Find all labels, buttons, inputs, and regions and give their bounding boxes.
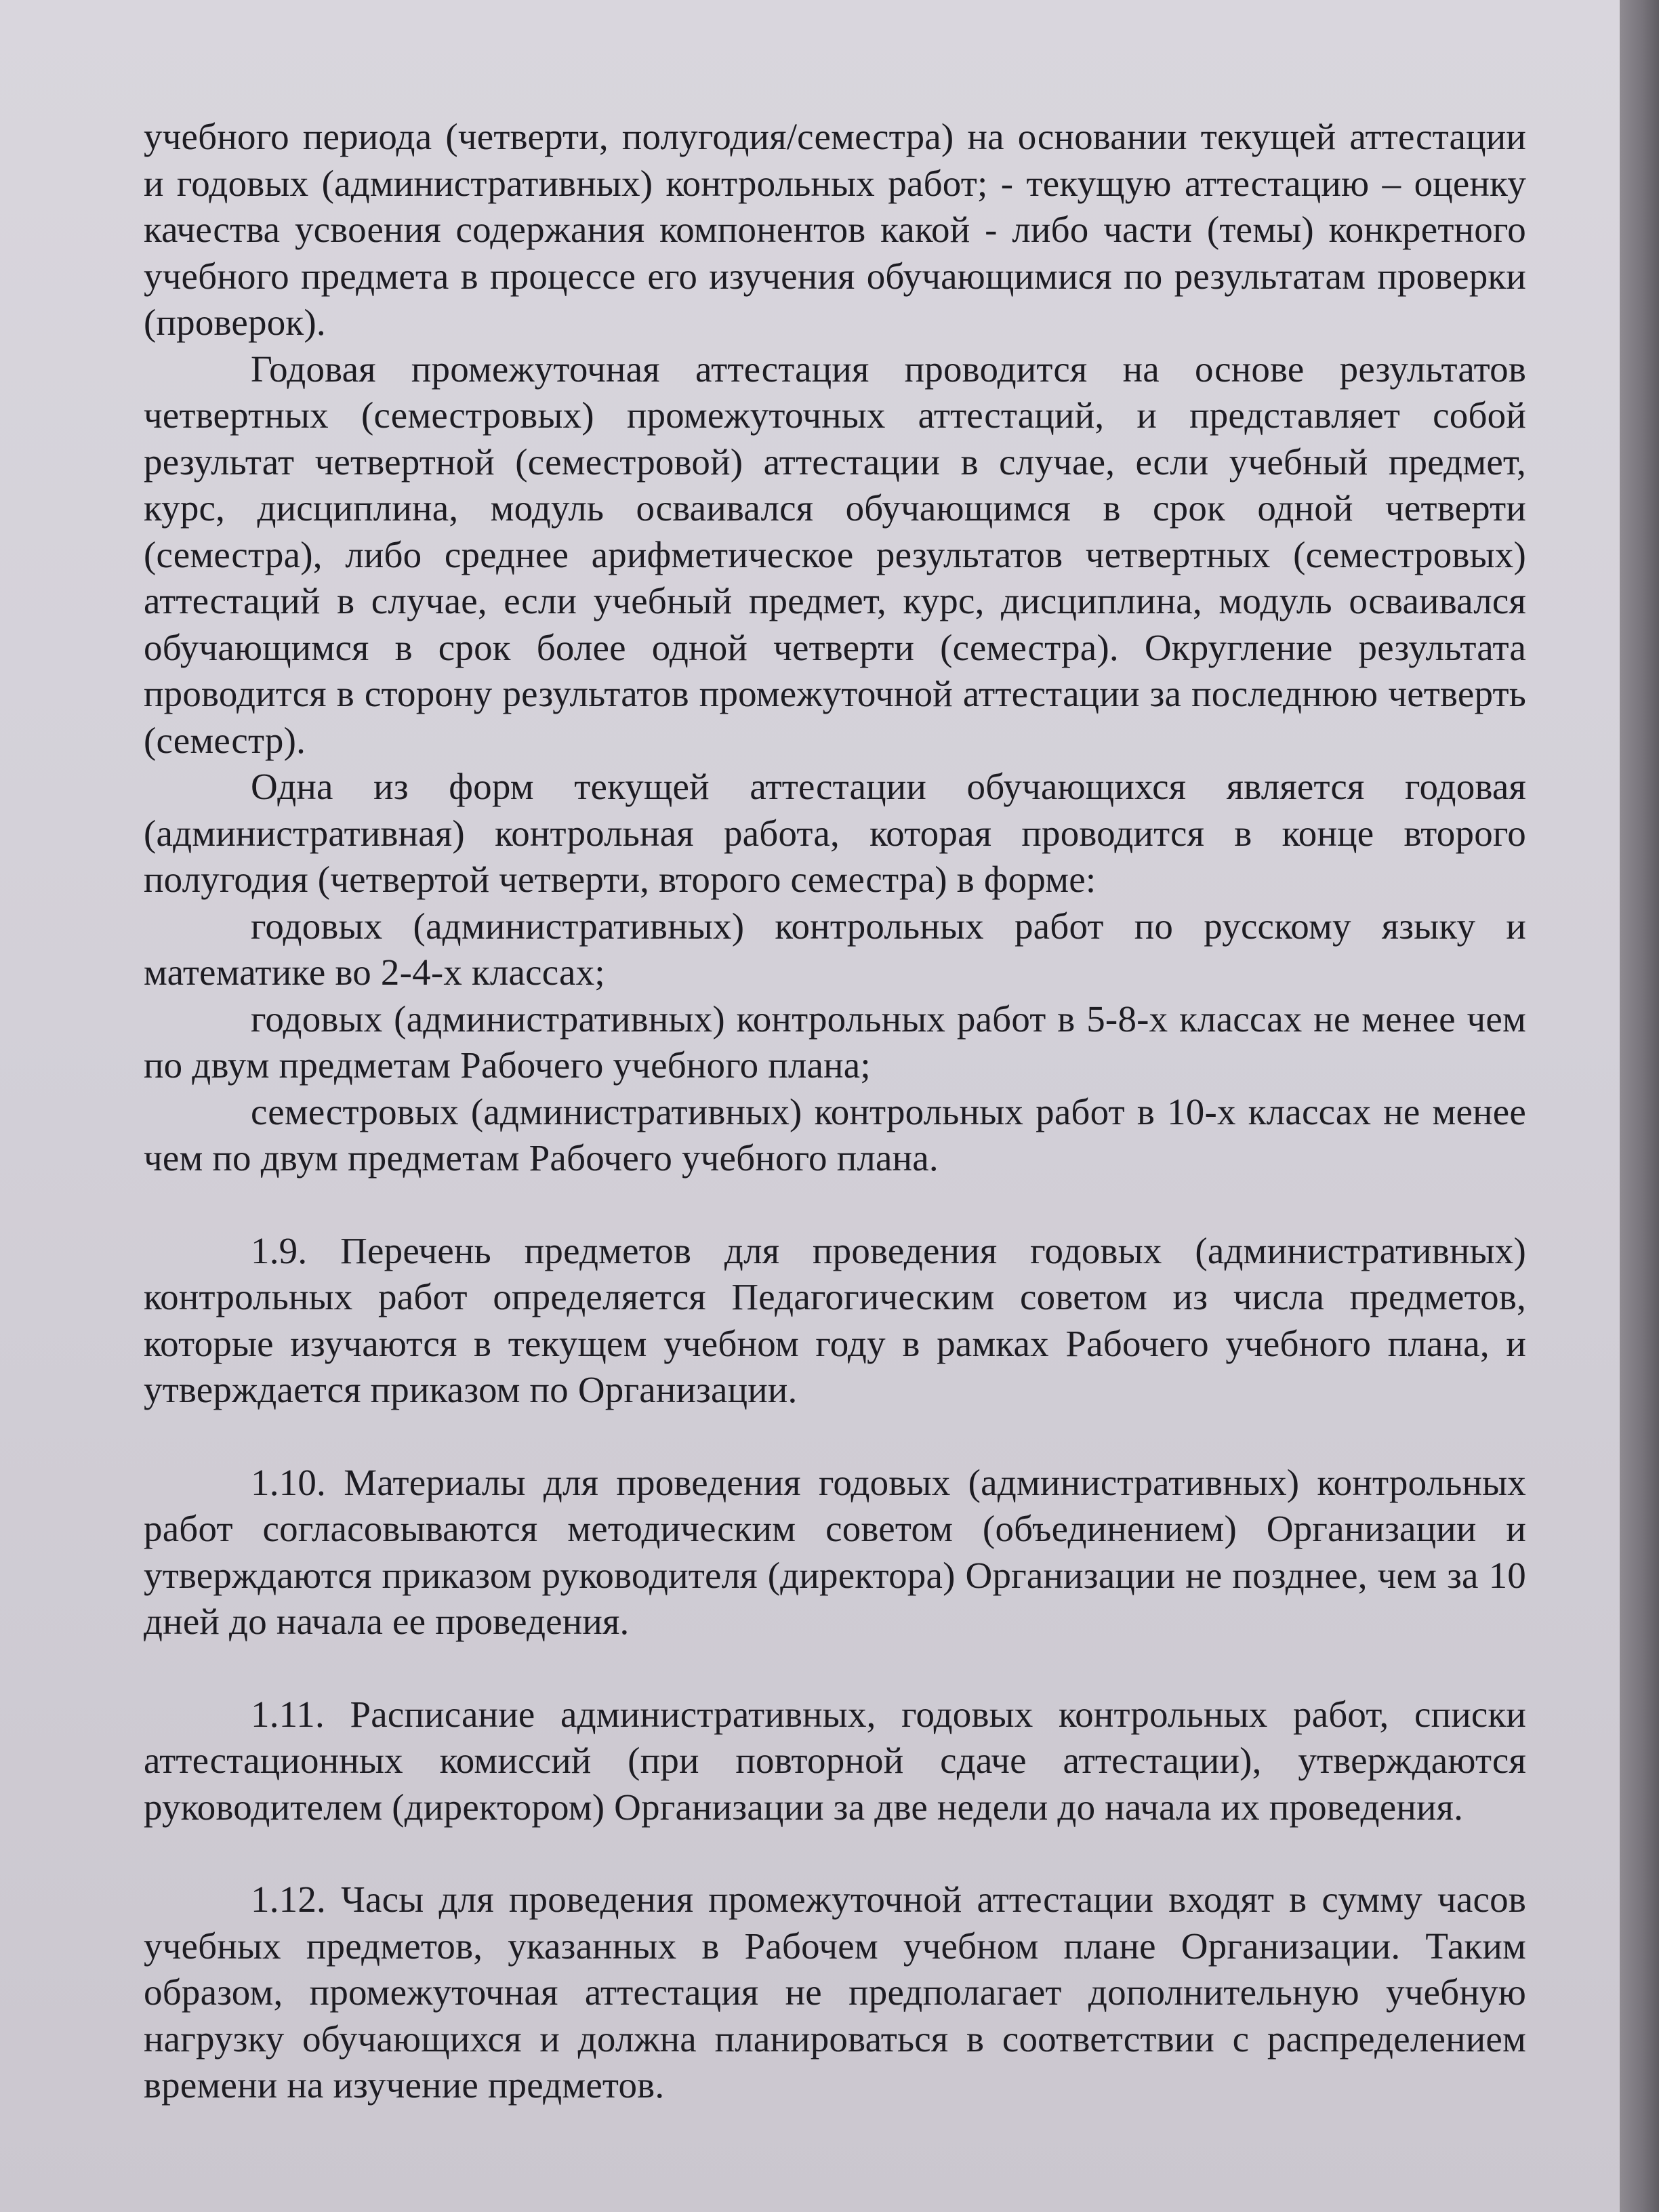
list-item-grade-10: семестровых (административных) контрольных работ в 10-х классах не менее чем по двум предметам Рабочего учебного плана. bbox=[144, 1090, 1526, 1179]
section-number: 1.12. bbox=[251, 1879, 326, 1920]
paragraph-annual-attestation: Годовая промежуточная аттестация проводится на основе результатов четвертных (семестровых) промежуточных аттестаций, и представляет собой результат четвертной (семестровой) аттестации в случае, если учебный предмет, курс, дисциплина, модуль осваивался обучающимся в срок одной четверти (семестра), либо среднее арифметическое результатов четвертных (семестровых) аттестаций в случае, если учебный предмет, курс, дисциплина, модуль осваивался обучающимся в срок более одной четверти (семестра). Округление результата проводится в сторону результатов промежуточной аттестации за последнюю четверть (семестр). bbox=[144, 348, 1526, 761]
list-item-grades-5-8: годовых (административных) контрольных работ в 5-8-х классах не менее чем по двум предметам Рабочего учебного плана; bbox=[144, 998, 1526, 1086]
section-number: 1.9. bbox=[251, 1229, 308, 1271]
list-item-grades-2-4: годовых (административных) контрольных работ по русскому языку и математике во 2-4-х классах; bbox=[144, 905, 1526, 993]
section-1-11 bbox=[144, 1692, 1526, 1831]
paragraph-forms-of-current-attestation: Одна из форм текущей аттестации обучающихся является годовая (административная) контрольная работа, которая проводится в конце второго полугодия (четвертой четверти, второго семестра) в форме: bbox=[144, 766, 1526, 900]
section-text: Часы для проведения промежуточной аттестации входят в сумму часов учебных предметов, указанных в Рабочем учебном плане Организации. Таким образом, промежуточная аттестация не предполагает дополнительную учебную нагрузку обучающихся и должна планироваться в соответствии с распределением времени на изучение предметов. bbox=[144, 1879, 1527, 2106]
section-1-12 bbox=[144, 1877, 1526, 2109]
section-number: 1.11. bbox=[251, 1693, 325, 1735]
section-text: Расписание административных, годовых контрольных работ, списки аттестационных комиссий (при повторной сдаче аттестации), утверждаются руководителем (директором) Организации за две недели до начала их проведения. bbox=[144, 1693, 1526, 1828]
section-number: 1.10. bbox=[251, 1461, 326, 1503]
paragraph-intro-continuation: учебного периода (четверти, полугодия/семестра) на основании текущей аттестации и годовых (административных) контрольных работ; - текущую аттестацию – оценку качества усвоения содержания компонентов какой - либо части (темы) конкретного учебного предмета в процессе его изучения обучающимися по результатам проверки (проверок). bbox=[144, 116, 1526, 343]
section-1-10 bbox=[144, 1460, 1526, 1645]
document-body bbox=[144, 114, 1526, 2109]
section-text: Перечень предметов для проведения годовых (административных) контрольных работ определяется Педагогическим советом из числа предметов, которые изучаются в текущем учебном году в рамках Рабочего учебного плана, и утверждается приказом по Организации. bbox=[144, 1229, 1526, 1410]
page-edge-shadow bbox=[1620, 0, 1659, 2212]
section-1-9 bbox=[144, 1228, 1526, 1414]
section-text: Материалы для проведения годовых (административных) контрольных работ согласовываются методическим советом (объединением) Организации и утверждаются приказом руководителя (директора) Организации не позднее, чем за 10 дней до начала ее проведения. bbox=[144, 1461, 1527, 1642]
